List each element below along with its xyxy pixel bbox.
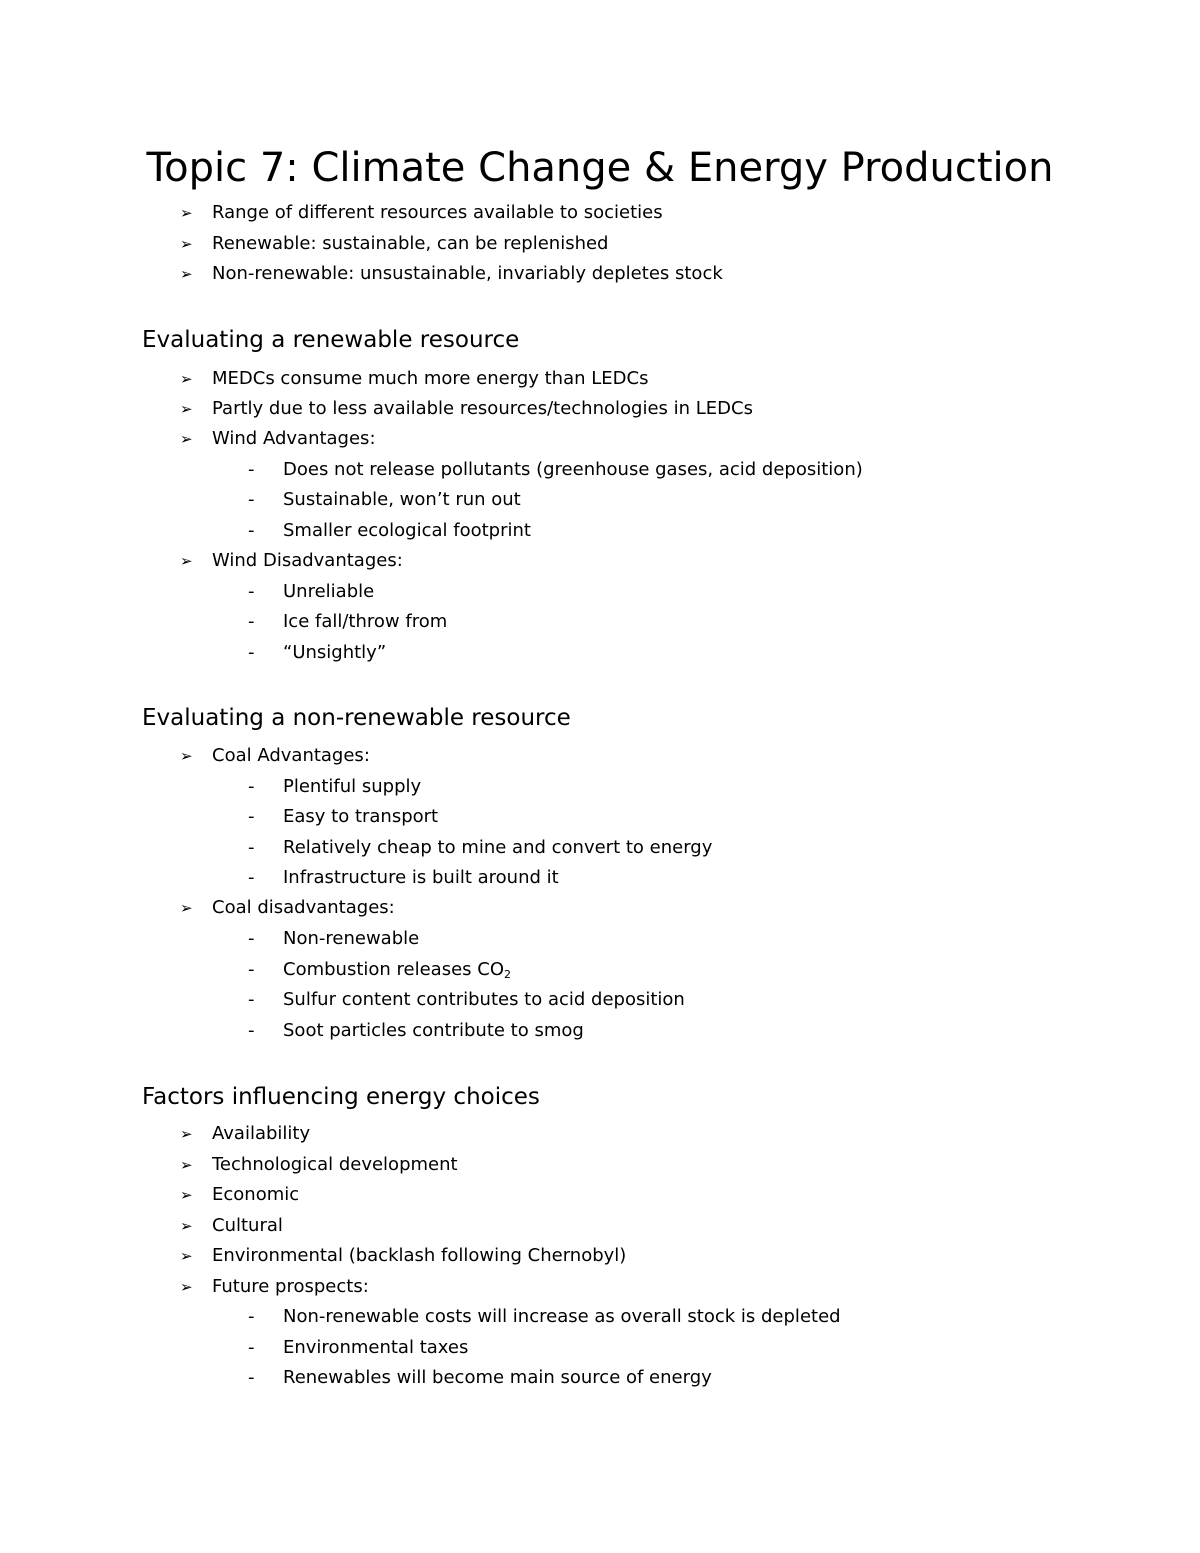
list-item-text: Coal Advantages: [212,745,370,766]
arrow-bullet-icon: ➢ [180,1217,193,1235]
dash-bullet-icon: - [248,837,255,858]
dash-bullet-icon: - [248,520,255,541]
sub-list-item-text: Non-renewable costs will increase as overall stock is depleted [283,1306,841,1327]
arrow-bullet-icon: ➢ [180,370,193,388]
sub-list-item-text: Ice fall/throw from [283,611,448,632]
list-item-text: Technological development [212,1154,458,1175]
sub-list-item-text: Relatively cheap to mine and convert to energy [283,837,713,858]
arrow-bullet-icon: ➢ [180,265,193,283]
sub-list-item-text: Soot particles contribute to smog [283,1020,584,1041]
list-item-text: MEDCs consume much more energy than LEDCs [212,368,649,389]
list-item-text: Availability [212,1123,311,1144]
list-item-text: Environmental (backlash following Chernobyl) [212,1245,627,1266]
arrow-bullet-icon: ➢ [180,1186,193,1204]
sub-list-item-text [283,955,511,985]
arrow-bullet-icon: ➢ [180,1247,193,1265]
list-item-text: Wind Disadvantages: [212,550,403,571]
co2-subscript: 2 [504,968,512,981]
dash-bullet-icon: - [248,489,255,510]
list-item-text: Future prospects: [212,1276,369,1297]
arrow-bullet-icon: ➢ [180,204,193,222]
sub-list-item-text: Unreliable [283,581,375,602]
section-heading-nonrenewable: Evaluating a non-renewable resource [142,705,571,731]
dash-bullet-icon: - [248,1020,255,1041]
sub-list-item-text: Sulfur content contributes to acid deposition [283,989,685,1010]
dash-bullet-icon: - [248,806,255,827]
dash-bullet-icon: - [248,1306,255,1327]
list-item-text: Economic [212,1184,300,1205]
list-item-text: Wind Advantages: [212,428,376,449]
arrow-bullet-icon: ➢ [180,899,193,917]
dash-bullet-icon: - [248,1337,255,1358]
sub-list-item-text: Non-renewable [283,928,420,949]
arrow-bullet-icon: ➢ [180,1125,193,1143]
dash-bullet-icon: - [248,989,255,1010]
intro-item-text: Range of different resources available to societies [212,202,663,223]
section-heading-renewable: Evaluating a renewable resource [142,327,520,353]
dash-bullet-icon: - [248,776,255,797]
page-title: Topic 7: Climate Change & Energy Production [146,145,1054,191]
sub-list-item-text: “Unsightly” [283,642,387,663]
dash-bullet-icon: - [248,1367,255,1388]
sub-list-item-text: Smaller ecological footprint [283,520,531,541]
sub-list-item-text: Infrastructure is built around it [283,867,559,888]
arrow-bullet-icon: ➢ [180,1156,193,1174]
dash-bullet-icon: - [248,581,255,602]
sub-list-item-text: Plentiful supply [283,776,422,797]
intro-item-text: Renewable: sustainable, can be replenished [212,233,609,254]
intro-item-text: Non-renewable: unsustainable, invariably depletes stock [212,263,723,284]
arrow-bullet-icon: ➢ [180,235,193,253]
arrow-bullet-icon: ➢ [180,430,193,448]
sub-list-item-text: Sustainable, won’t run out [283,489,521,510]
sub-list-item-text: Does not release pollutants (greenhouse gases, acid deposition) [283,459,863,480]
arrow-bullet-icon: ➢ [180,400,193,418]
dash-bullet-icon: - [248,928,255,949]
list-item-text: Partly due to less available resources/technologies in LEDCs [212,398,753,419]
arrow-bullet-icon: ➢ [180,1278,193,1296]
list-item-text: Coal disadvantages: [212,897,395,918]
dash-bullet-icon: - [248,459,255,480]
dash-bullet-icon: - [248,867,255,888]
sub-list-item-text: Environmental taxes [283,1337,469,1358]
sub-list-item-text: Renewables will become main source of energy [283,1367,712,1388]
arrow-bullet-icon: ➢ [180,552,193,570]
dash-bullet-icon: - [248,611,255,632]
dash-bullet-icon: - [248,642,255,663]
section-heading-factors: Factors influencing energy choices [142,1084,540,1110]
co2-text: Combustion releases CO [283,959,505,980]
sub-list-item-text: Easy to transport [283,806,439,827]
arrow-bullet-icon: ➢ [180,747,193,765]
list-item-text: Cultural [212,1215,283,1236]
dash-bullet-icon: - [248,959,255,980]
